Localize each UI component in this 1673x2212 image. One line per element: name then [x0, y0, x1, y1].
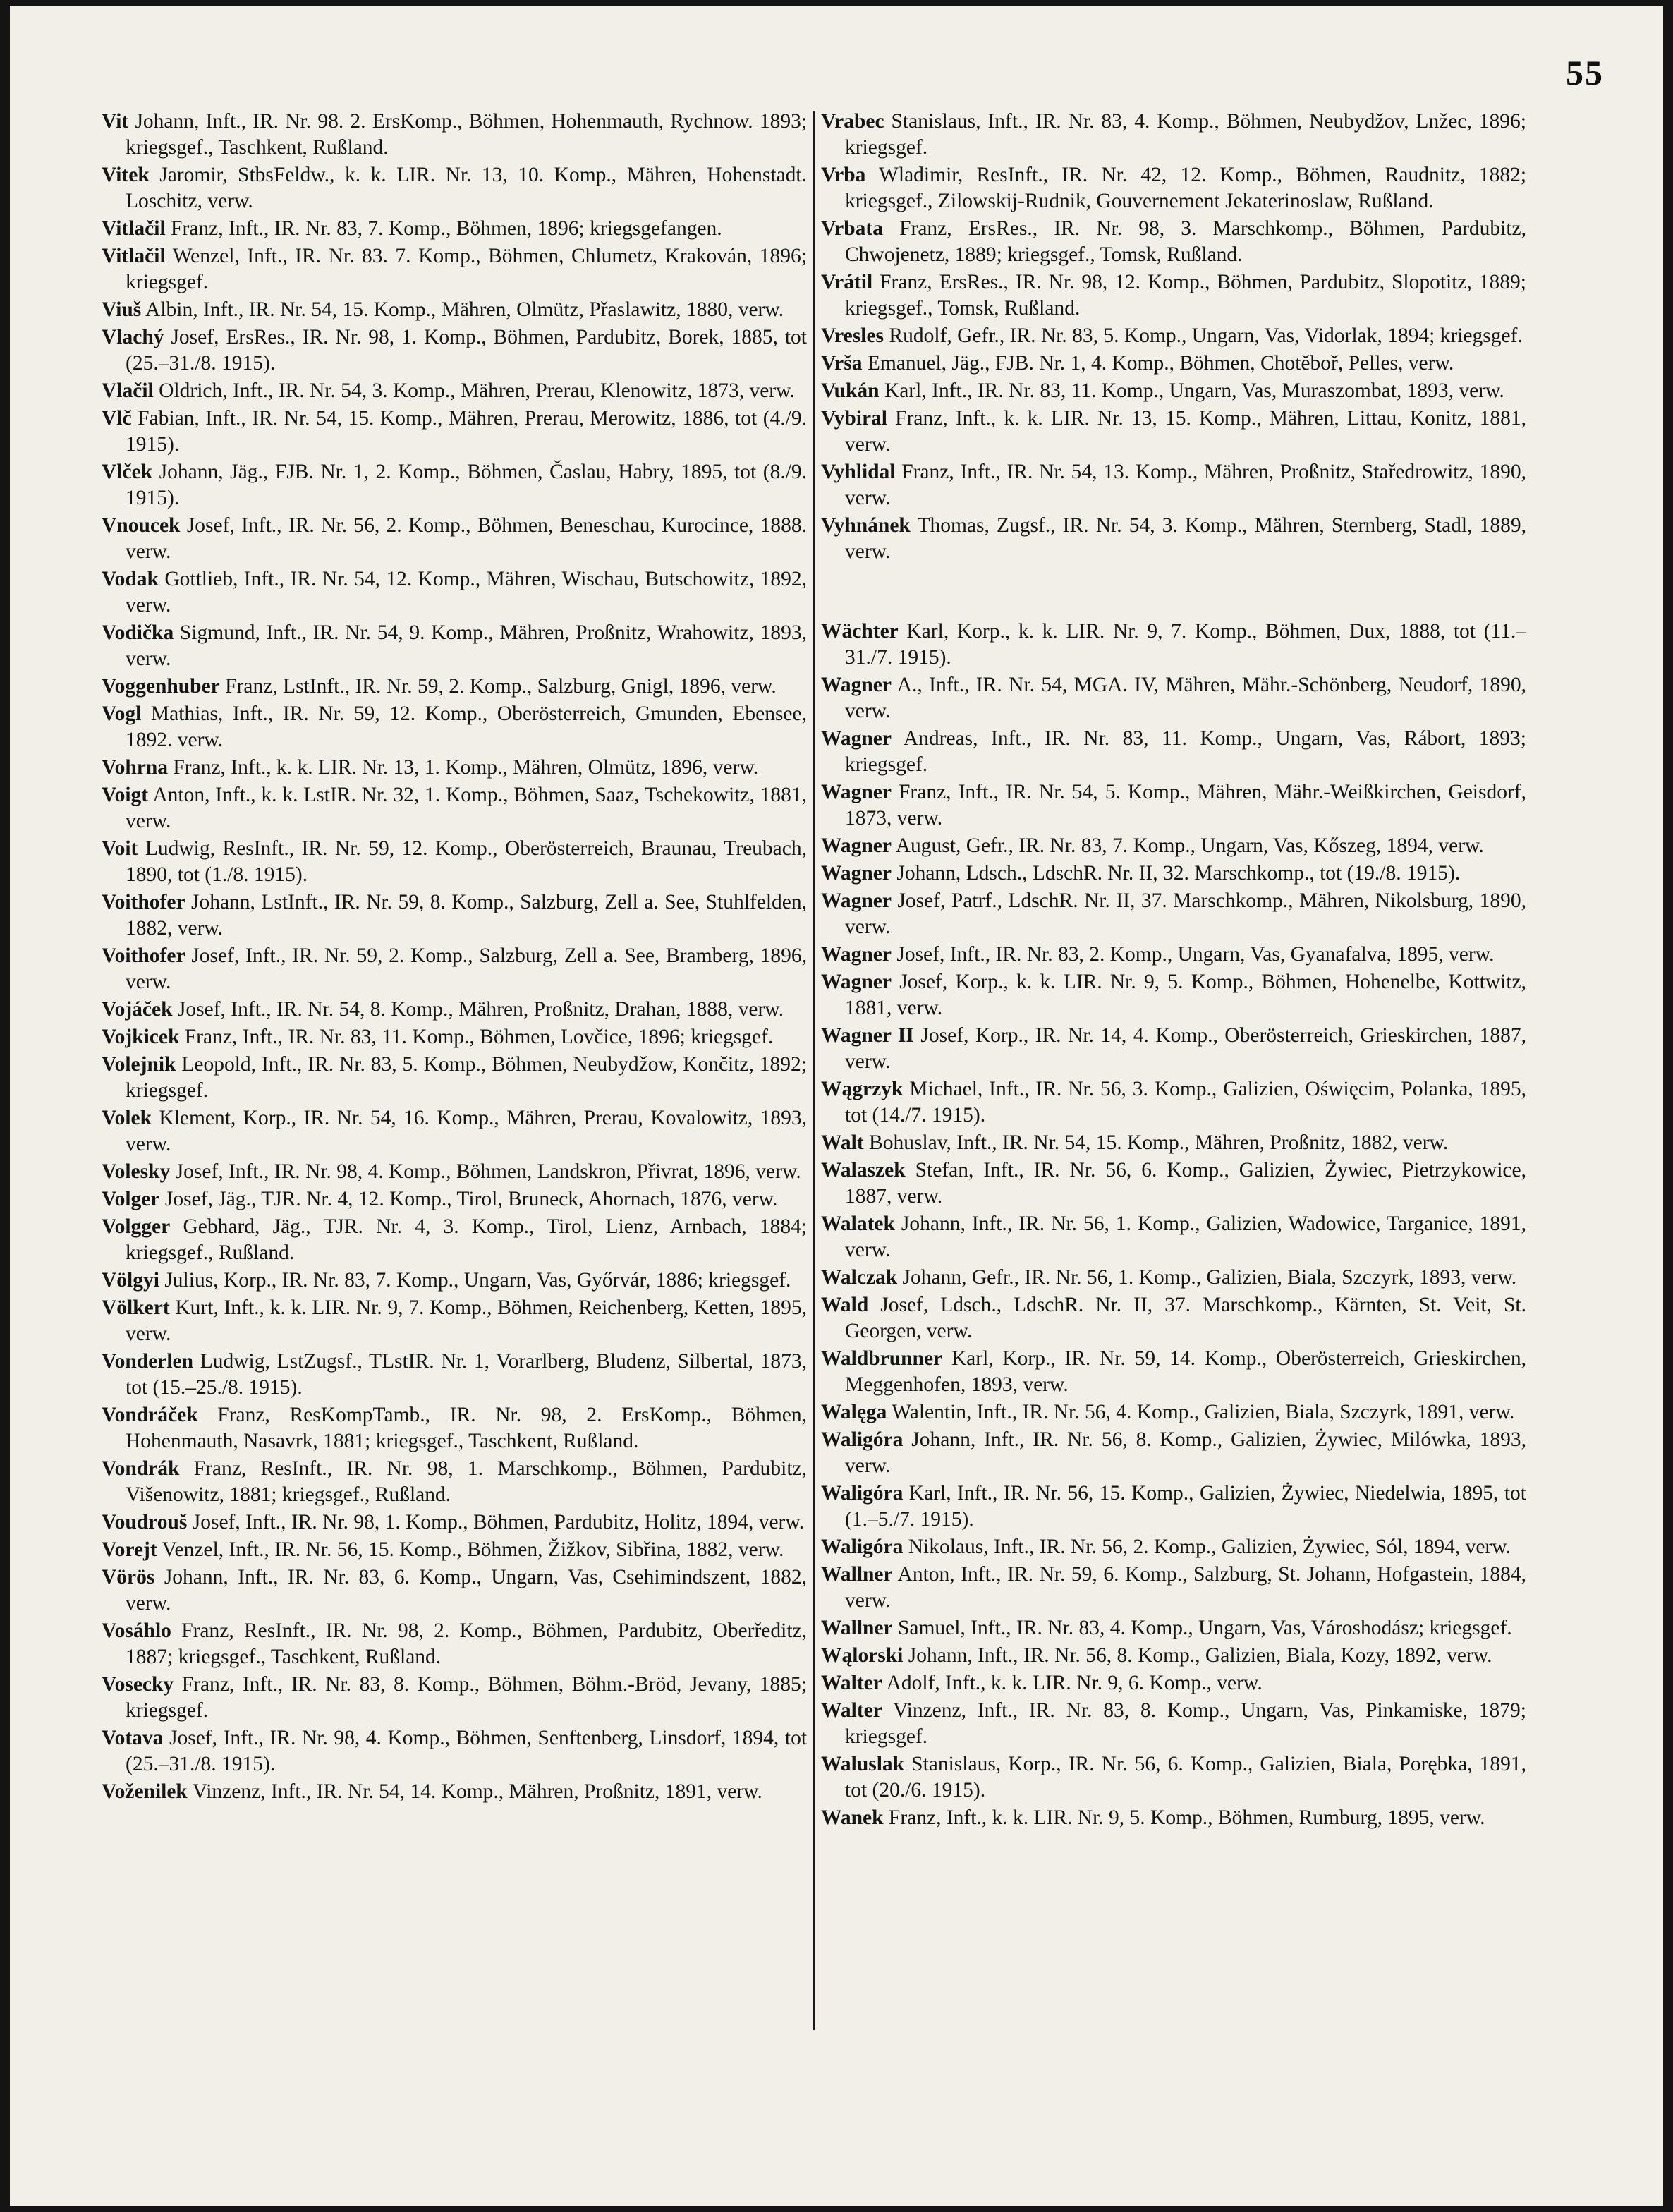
entry-surname: Wągrzyk [821, 1078, 904, 1100]
right-column [821, 109, 1526, 1833]
roll-entry [821, 323, 1526, 349]
entry-surname: Walter [821, 1672, 882, 1694]
entry-details: Johann, Inft., IR. Nr. 56, 8. Komp., Galizien, Biala, Kozy, 1892, verw. [908, 1644, 1492, 1667]
left-column [102, 109, 807, 1806]
entry-details: Anton, Inft., IR. Nr. 59, 6. Komp., Salzburg, St. Johann, Hofgastein, 1884, verw. [845, 1563, 1526, 1612]
entry-details: Johann, Gefr., IR. Nr. 56, 1. Komp., Galizien, Biala, Szczyrk, 1893, verw. [902, 1266, 1517, 1289]
roll-entry [821, 1562, 1526, 1614]
roll-entry [102, 243, 807, 296]
roll-entry [102, 1779, 807, 1805]
entry-details: Gottlieb, Inft., IR. Nr. 54, 12. Komp., Mähren, Wischau, Butschowitz, 1892, verw. [126, 568, 807, 616]
roll-entry [821, 1292, 1526, 1344]
entry-details: Johann, Inft., IR. Nr. 83, 6. Komp., Ungarn, Vas, Csehimindszent, 1882, verw. [126, 1566, 807, 1615]
entry-details: Samuel, Inft., IR. Nr. 83, 4. Komp., Ungarn, Vas, Városhodász; kriegsgef. [897, 1617, 1512, 1639]
roll-entry [102, 1295, 807, 1347]
entry-details: Karl, Inft., IR. Nr. 83, 11. Komp., Ungarn, Vas, Muraszombat, 1893, verw. [884, 379, 1504, 402]
entry-details: Johann, LstInft., IR. Nr. 59, 8. Komp., Salzburg, Zell a. See, Stuhlfelden, 1882, verw. [126, 891, 807, 940]
roll-entry [821, 861, 1526, 887]
roll-entry [821, 269, 1526, 322]
entry-details: Leopold, Inft., IR. Nr. 83, 5. Komp., Böhmen, Neubydžow, Končitz, 1892; kriegsgef. [126, 1053, 808, 1102]
entry-surname: Voženilek [102, 1780, 188, 1803]
roll-entry [821, 1534, 1526, 1560]
entry-details: Johann, Inft., IR. Nr. 56, 1. Komp., Galizien, Wadowice, Targanice, 1891, verw. [845, 1213, 1527, 1261]
entry-details: Franz, ResKompTamb., IR. Nr. 98, 2. ErsKomp., Böhmen, Hohenmauth, Nasavrk, 1881; kriegsgef., Taschkent, Rußland. [126, 1404, 807, 1452]
entry-surname: Volek [102, 1107, 152, 1129]
roll-entry [821, 1698, 1526, 1750]
entry-surname: Völgyi [102, 1269, 159, 1292]
entry-surname: Vondrák [102, 1457, 180, 1480]
entry-details: Josef, Ldsch., LdschR. Nr. II, 37. Marschkomp., Kärnten, St. Veit, St. Georgen, verw. [845, 1294, 1527, 1342]
entry-details: Franz, ResInft., IR. Nr. 98, 2. Komp., Böhmen, Pardubitz, Oberředitz, 1887; kriegsgef., Taschkent, Rußland. [126, 1620, 807, 1668]
roll-entry [821, 1130, 1526, 1156]
entry-surname: Vonderlen [102, 1350, 194, 1373]
entry-surname: Wallner [821, 1563, 893, 1586]
roll-entry [102, 1052, 807, 1104]
entry-details: Franz, Inft., k. k. LIR. Nr. 13, 1. Komp., Mähren, Olmütz, 1896, verw. [173, 756, 759, 779]
roll-entry [102, 162, 807, 214]
roll-entry [102, 1618, 807, 1670]
entry-surname: Vojáček [102, 998, 173, 1021]
roll-entry [102, 1214, 807, 1266]
roll-entry [821, 1670, 1526, 1696]
entry-details: Andreas, Inft., IR. Nr. 83, 11. Komp., Ungarn, Vas, Rábort, 1893; kriegsgef. [845, 727, 1527, 776]
entry-surname: Volger [102, 1188, 160, 1210]
entry-details: Johann, Inft., IR. Nr. 56, 8. Komp., Galizien, Żywiec, Milówka, 1893, verw. [845, 1428, 1526, 1477]
entry-details: Nikolaus, Inft., IR. Nr. 56, 2. Komp., Galizien, Żywiec, Sól, 1894, verw. [908, 1536, 1511, 1558]
roll-entry [102, 1402, 807, 1454]
entry-surname: Voudrouš [102, 1511, 188, 1533]
roll-entry [821, 1076, 1526, 1129]
roll-entry [102, 1564, 807, 1617]
roll-entry [821, 619, 1526, 671]
entry-surname: Vrbata [821, 217, 883, 240]
entry-details: Johann, Ldsch., LdschR. Nr. II, 32. Marschkomp., tot (19./8. 1915). [896, 862, 1461, 885]
entry-surname: Walatek [821, 1213, 895, 1235]
entry-surname: Vosáhlo [102, 1620, 171, 1642]
entry-surname: Vogl [102, 703, 142, 725]
entry-surname: Vukán [821, 379, 880, 402]
entry-details: Franz, Inft., k. k. LIR. Nr. 9, 5. Komp., Böhmen, Rumburg, 1895, verw. [888, 1806, 1485, 1829]
entry-surname: Vitek [102, 164, 150, 186]
roll-entry [821, 1211, 1526, 1263]
roll-entry [102, 378, 807, 404]
entry-details: A., Inft., IR. Nr. 54, MGA. IV, Mähren, Mähr.-Schönberg, Neudorf, 1890, verw. [845, 674, 1527, 722]
entry-details: Josef, Inft., IR. Nr. 98, 4. Komp., Böhmen, Senftenberg, Linsdorf, 1894, tot (25.–31./8. 1915). [126, 1727, 808, 1775]
entry-surname: Vitlačil [102, 217, 166, 240]
roll-entry [102, 459, 807, 511]
entry-details: Thomas, Zugsf., IR. Nr. 54, 3. Komp., Mähren, Sternberg, Stadl, 1889, verw. [845, 514, 1527, 563]
entry-surname: Vodak [102, 568, 159, 590]
entry-details: Josef, Inft., IR. Nr. 98, 1. Komp., Böhmen, Pardubitz, Holitz, 1894, verw. [192, 1511, 805, 1533]
roll-entry [821, 672, 1526, 724]
entry-surname: Wąlorski [821, 1644, 904, 1667]
roll-entry [102, 1186, 807, 1213]
entry-surname: Wagner [821, 727, 892, 750]
roll-entry [102, 889, 807, 942]
entry-details: Anton, Inft., k. k. LstIR. Nr. 32, 1. Komp., Böhmen, Saaz, Tschekowitz, 1881, verw. [126, 784, 807, 832]
roll-entry [821, 942, 1526, 968]
roll-entry [821, 1427, 1526, 1479]
roll-entry [821, 1751, 1526, 1804]
roll-entry [102, 1024, 807, 1050]
entry-details: Stanislaus, Korp., IR. Nr. 56, 6. Komp., Galizien, Biala, Porębka, 1891, tot (20./6. 1915). [845, 1753, 1526, 1801]
entry-details: Josef, Patrf., LdschR. Nr. II, 37. Marschkomp., Mähren, Nikolsburg, 1890, verw. [845, 889, 1526, 938]
entry-details: Ludwig, ResInft., IR. Nr. 59, 12. Komp., Oberösterreich, Braunau, Treubach, 1890, tot (1./8. 1915). [126, 837, 807, 886]
entry-details: Franz, ResInft., IR. Nr. 98, 1. Marschkomp., Böhmen, Pardubitz, Višenowitz, 1881; kriegsgef., Rußland. [126, 1457, 808, 1506]
roll-entry [821, 833, 1526, 859]
entry-surname: Walęga [821, 1401, 887, 1423]
roll-entry [102, 513, 807, 565]
entry-surname: Vörös [102, 1566, 155, 1588]
entry-surname: Wagner [821, 834, 892, 857]
entry-surname: Viuš [102, 298, 142, 321]
roll-entry [102, 1456, 807, 1508]
entry-surname: Vohrna [102, 756, 169, 779]
roll-entry [821, 513, 1526, 565]
entry-details: Johann, Jäg., FJB. Nr. 1, 2. Komp., Böhmen, Časlau, Habry, 1895, tot (8./9. 1915). [126, 461, 808, 509]
entry-surname: Walaszek [821, 1159, 906, 1181]
entry-details: Franz, LstInft., IR. Nr. 59, 2. Komp., Salzburg, Gnigl, 1896, verw. [225, 675, 777, 698]
entry-details: Franz, Inft., IR. Nr. 54, 13. Komp., Mähren, Proßnitz, Staředrowitz, 1890, verw. [845, 461, 1526, 509]
entry-surname: Wanek [821, 1806, 884, 1829]
entry-details: Josef, Korp., k. k. LIR. Nr. 9, 5. Komp., Böhmen, Hohenelbe, Kottwitz, 1881, verw. [845, 971, 1526, 1019]
entry-surname: Vorejt [102, 1538, 157, 1561]
entry-surname: Vnoucek [102, 514, 181, 537]
entry-surname: Volejnik [102, 1053, 176, 1076]
entry-surname: Wagner II [821, 1024, 914, 1047]
entry-details: Stefan, Inft., IR. Nr. 56, 6. Komp., Galizien, Żywiec, Pietrzykowice, 1887, verw. [845, 1159, 1526, 1208]
entry-details: Franz, Inft., k. k. LIR. Nr. 13, 15. Komp., Mähren, Littau, Konitz, 1881, verw. [845, 407, 1527, 456]
roll-entry [821, 1481, 1526, 1533]
entry-details: Karl, Korp., k. k. LIR. Nr. 9, 7. Komp., Böhmen, Dux, 1888, tot (11.–31./7. 1915). [845, 620, 1526, 669]
roll-entry [821, 779, 1526, 832]
roll-entry [102, 406, 807, 458]
entry-surname: Volesky [102, 1160, 171, 1183]
roll-entry [102, 1268, 807, 1294]
entry-surname: Wagner [821, 889, 892, 912]
roll-entry [821, 1157, 1526, 1210]
entry-surname: Vojkicek [102, 1026, 180, 1048]
entry-surname: Wagner [821, 943, 892, 966]
entry-details: Josef, ErsRes., IR. Nr. 98, 1. Komp., Böhmen, Pardubitz, Borek, 1885, tot (25.–31./8. 1915). [126, 326, 808, 375]
entry-details: Josef, Inft., IR. Nr. 56, 2. Komp., Böhmen, Beneschau, Kurocince, 1888. verw. [126, 514, 808, 563]
entry-surname: Voggenhuber [102, 675, 220, 698]
entry-details: Wenzel, Inft., IR. Nr. 83. 7. Komp., Böhmen, Chlumetz, Krakován, 1896; kriegsgef. [126, 245, 808, 293]
entry-details: Josef, Inft., IR. Nr. 98, 4. Komp., Böhmen, Landskron, Přivrat, 1896, verw. [175, 1160, 801, 1183]
entry-surname: Walter [821, 1699, 882, 1722]
roll-entry [102, 1509, 807, 1536]
roll-entry [821, 1399, 1526, 1426]
entry-details: Josef, Korp., IR. Nr. 14, 4. Komp., Oberösterreich, Grieskirchen, 1887, verw. [845, 1024, 1526, 1073]
entry-surname: Votava [102, 1727, 164, 1749]
roll-entry [102, 109, 807, 161]
roll-entry [821, 1023, 1526, 1075]
entry-details: Johann, Inft., IR. Nr. 98. 2. ErsKomp., Böhmen, Hohenmauth, Rychnow. 1893; kriegsgef., Taschkent, Rußland. [126, 110, 808, 159]
entry-details: Vinzenz, Inft., IR. Nr. 83, 8. Komp., Ungarn, Vas, Pinkamiske, 1879; kriegsgef. [845, 1699, 1526, 1748]
entry-surname: Vyhlidal [821, 461, 896, 483]
entry-details: Josef, Inft., IR. Nr. 54, 8. Komp., Mähren, Proßnitz, Drahan, 1888, verw. [177, 998, 784, 1021]
roll-entry [821, 216, 1526, 268]
entry-surname: Vrša [821, 352, 863, 375]
roll-entry [102, 1537, 807, 1563]
entry-details: Mathias, Inft., IR. Nr. 59, 12. Komp., Oberösterreich, Gmunden, Ebensee, 1892. verw. [126, 703, 807, 751]
document-page [10, 6, 1663, 2206]
page-number: 55 [1566, 53, 1604, 92]
column-divider [813, 111, 815, 2030]
roll-entry [821, 726, 1526, 778]
entry-details: Josef, Inft., IR. Nr. 59, 2. Komp., Salzburg, Zell a. See, Bramberg, 1896, verw. [126, 944, 808, 993]
roll-entry [102, 836, 807, 888]
roll-entry [102, 755, 807, 781]
roll-entry [102, 674, 807, 700]
roll-entry [102, 216, 807, 242]
entry-details: Emanuel, Jäg., FJB. Nr. 1, 4. Komp., Böhmen, Chotěboř, Pelles, verw. [867, 352, 1454, 375]
entry-surname: Voigt [102, 784, 149, 806]
section-gap [821, 566, 1526, 619]
entry-surname: Waluslak [821, 1753, 905, 1775]
entry-surname: Wagner [821, 862, 892, 885]
entry-details: August, Gefr., IR. Nr. 83, 7. Komp., Ungarn, Vas, Kőszeg, 1894, verw. [895, 834, 1484, 857]
entry-details: Josef, Inft., IR. Nr. 83, 2. Komp., Ungarn, Vas, Gyanafalva, 1895, verw. [896, 943, 1495, 966]
entry-details: Wladimir, ResInft., IR. Nr. 42, 12. Komp., Böhmen, Raudnitz, 1882; kriegsgef., Zilowskij-Rudnik, Gouvernement Jekaterinoslaw, Rußland. [845, 164, 1527, 212]
entry-surname: Voithofer [102, 891, 185, 913]
entry-details: Fabian, Inft., IR. Nr. 54, 15. Komp., Mähren, Prerau, Merowitz, 1886, tot (4./9. 1915). [126, 407, 807, 456]
roll-entry [821, 888, 1526, 940]
entry-surname: Vlachý [102, 326, 164, 348]
roll-entry [821, 969, 1526, 1021]
roll-entry [102, 782, 807, 834]
entry-surname: Vosecky [102, 1673, 174, 1696]
entry-details: Josef, Jäg., TJR. Nr. 4, 12. Komp., Tirol, Bruneck, Ahornach, 1876, verw. [164, 1188, 778, 1210]
roll-entry [821, 162, 1526, 214]
roll-entry [102, 566, 807, 619]
entry-surname: Vresles [821, 324, 884, 347]
entry-details: Stanislaus, Inft., IR. Nr. 83, 4. Komp., Böhmen, Neubydžov, Lnžec, 1896; kriegsgef. [845, 110, 1526, 159]
entry-details: Klement, Korp., IR. Nr. 54, 16. Komp., Mähren, Prerau, Kovalowitz, 1893, verw. [126, 1107, 807, 1155]
entry-surname: Vitlačil [102, 245, 166, 267]
entry-details: Vinzenz, Inft., IR. Nr. 54, 14. Komp., Mähren, Proßnitz, 1891, verw. [192, 1780, 762, 1803]
entry-details: Franz, Inft., IR. Nr. 54, 5. Komp., Mähren, Mähr.-Weißkirchen, Geisdorf, 1873, verw. [845, 781, 1527, 830]
entry-surname: Vlček [102, 461, 153, 483]
entry-surname: Wallner [821, 1617, 893, 1639]
entry-surname: Vybiral [821, 407, 887, 430]
entry-surname: Waligóra [821, 1428, 904, 1451]
roll-entry [821, 1346, 1526, 1398]
entry-details: Albin, Inft., IR. Nr. 54, 15. Komp., Mähren, Olmütz, Přaslawitz, 1880, verw. [145, 298, 784, 321]
entry-details: Franz, Inft., IR. Nr. 83, 11. Komp., Böhmen, Lovčice, 1896; kriegsgef. [184, 1026, 774, 1048]
entry-details: Karl, Inft., IR. Nr. 56, 15. Komp., Galizien, Żywiec, Niedelwia, 1895, tot (1.–5./7. 1915). [845, 1482, 1526, 1531]
roll-entry [821, 378, 1526, 404]
entry-details: Karl, Korp., IR. Nr. 59, 14. Komp., Oberösterreich, Grieskirchen, Meggenhofen, 1893, verw. [845, 1347, 1527, 1396]
roll-entry [821, 406, 1526, 458]
entry-details: Franz, ErsRes., IR. Nr. 98, 3. Marschkomp., Böhmen, Pardubitz, Chwojenetz, 1889; kriegsgef., Tomsk, Rußland. [845, 217, 1526, 266]
entry-details: Bohuslav, Inft., IR. Nr. 54, 15. Komp., Mähren, Proßnitz, 1882, verw. [869, 1131, 1449, 1154]
entry-surname: Waligóra [821, 1536, 904, 1558]
entry-details: Adolf, Inft., k. k. LIR. Nr. 9, 6. Komp., verw. [886, 1672, 1263, 1694]
entry-surname: Vondráček [102, 1404, 198, 1426]
entry-details: Walentin, Inft., IR. Nr. 56, 4. Komp., Galizien, Biala, Szczyrk, 1891, verw. [892, 1401, 1515, 1423]
entry-surname: Vlč [102, 407, 132, 430]
entry-details: Franz, ErsRes., IR. Nr. 98, 12. Komp., Böhmen, Pardubitz, Slopotitz, 1889; kriegsgef., Tomsk, Rußland. [845, 271, 1527, 320]
roll-entry [102, 324, 807, 377]
roll-entry [821, 459, 1526, 511]
entry-details: Oldrich, Inft., IR. Nr. 54, 3. Komp., Mähren, Prerau, Klenowitz, 1873, verw. [159, 379, 795, 402]
entry-details: Rudolf, Gefr., IR. Nr. 83, 5. Komp., Ungarn, Vas, Vidorlak, 1894; kriegsgef. [889, 324, 1523, 347]
roll-entry [102, 1159, 807, 1185]
entry-details: Michael, Inft., IR. Nr. 56, 3. Komp., Galizien, Oświęcim, Polanka, 1895, tot (14./7. 1915). [845, 1078, 1526, 1126]
entry-surname: Vodička [102, 621, 174, 644]
entry-surname: Walczak [821, 1266, 898, 1289]
entry-surname: Wagner [821, 971, 892, 993]
roll-entry [821, 1805, 1526, 1831]
roll-entry [821, 1615, 1526, 1641]
roll-entry [102, 297, 807, 323]
entry-surname: Vyhnánek [821, 514, 911, 537]
entry-surname: Voit [102, 837, 138, 860]
entry-surname: Vrátil [821, 271, 873, 293]
roll-entry [102, 943, 807, 995]
entry-surname: Wagner [821, 674, 892, 696]
roll-entry [821, 1265, 1526, 1291]
entry-details: Sigmund, Inft., IR. Nr. 54, 9. Komp., Mähren, Proßnitz, Wrahowitz, 1893, verw. [126, 621, 807, 670]
roll-entry [821, 351, 1526, 377]
roll-entry [821, 1643, 1526, 1669]
entry-surname: Walt [821, 1131, 864, 1154]
entry-details: Jaromir, StbsFeldw., k. k. LIR. Nr. 13, 10. Komp., Mähren, Hohenstadt. Loschitz, verw. [126, 164, 807, 212]
entry-surname: Vrba [821, 164, 866, 186]
entry-surname: Waldbrunner [821, 1347, 943, 1370]
entry-surname: Waligóra [821, 1482, 904, 1505]
entry-details: Kurt, Inft., k. k. LIR. Nr. 9, 7. Komp., Böhmen, Reichenberg, Ketten, 1895, verw. [126, 1296, 807, 1345]
entry-surname: Vrabec [821, 110, 884, 133]
entry-details: Ludwig, LstZugsf., TLstIR. Nr. 1, Vorarlberg, Bludenz, Silbertal, 1873, tot (15.–25./8. 1915). [126, 1350, 807, 1399]
entry-details: Julius, Korp., IR. Nr. 83, 7. Komp., Ungarn, Vas, Győrvár, 1886; kriegsgef. [164, 1269, 791, 1292]
entry-details: Franz, Inft., IR. Nr. 83, 8. Komp., Böhmen, Böhm.-Bröd, Jevany, 1885; kriegsgef. [126, 1673, 808, 1722]
roll-entry [821, 109, 1526, 161]
roll-entry [102, 1349, 807, 1401]
entry-surname: Völkert [102, 1296, 170, 1319]
roll-entry [102, 997, 807, 1023]
entry-details: Venzel, Inft., IR. Nr. 56, 15. Komp., Böhmen, Žižkov, Sibřina, 1882, verw. [162, 1538, 784, 1561]
roll-entry [102, 620, 807, 672]
entry-surname: Wächter [821, 620, 899, 643]
entry-surname: Wagner [821, 781, 892, 803]
entry-details: Gebhard, Jäg., TJR. Nr. 4, 3. Komp., Tirol, Lienz, Arnbach, 1884; kriegsgef., Rußland. [126, 1215, 808, 1264]
entry-surname: Volgger [102, 1215, 171, 1238]
roll-entry [102, 701, 807, 753]
entry-surname: Vlačil [102, 379, 154, 402]
entry-surname: Voithofer [102, 944, 185, 967]
entry-details: Franz, Inft., IR. Nr. 83, 7. Komp., Böhmen, 1896; kriegsgefangen. [171, 217, 722, 240]
roll-entry [102, 1672, 807, 1724]
entry-surname: Vit [102, 110, 129, 133]
roll-entry [102, 1105, 807, 1157]
entry-surname: Wald [821, 1294, 869, 1316]
roll-entry [102, 1725, 807, 1778]
